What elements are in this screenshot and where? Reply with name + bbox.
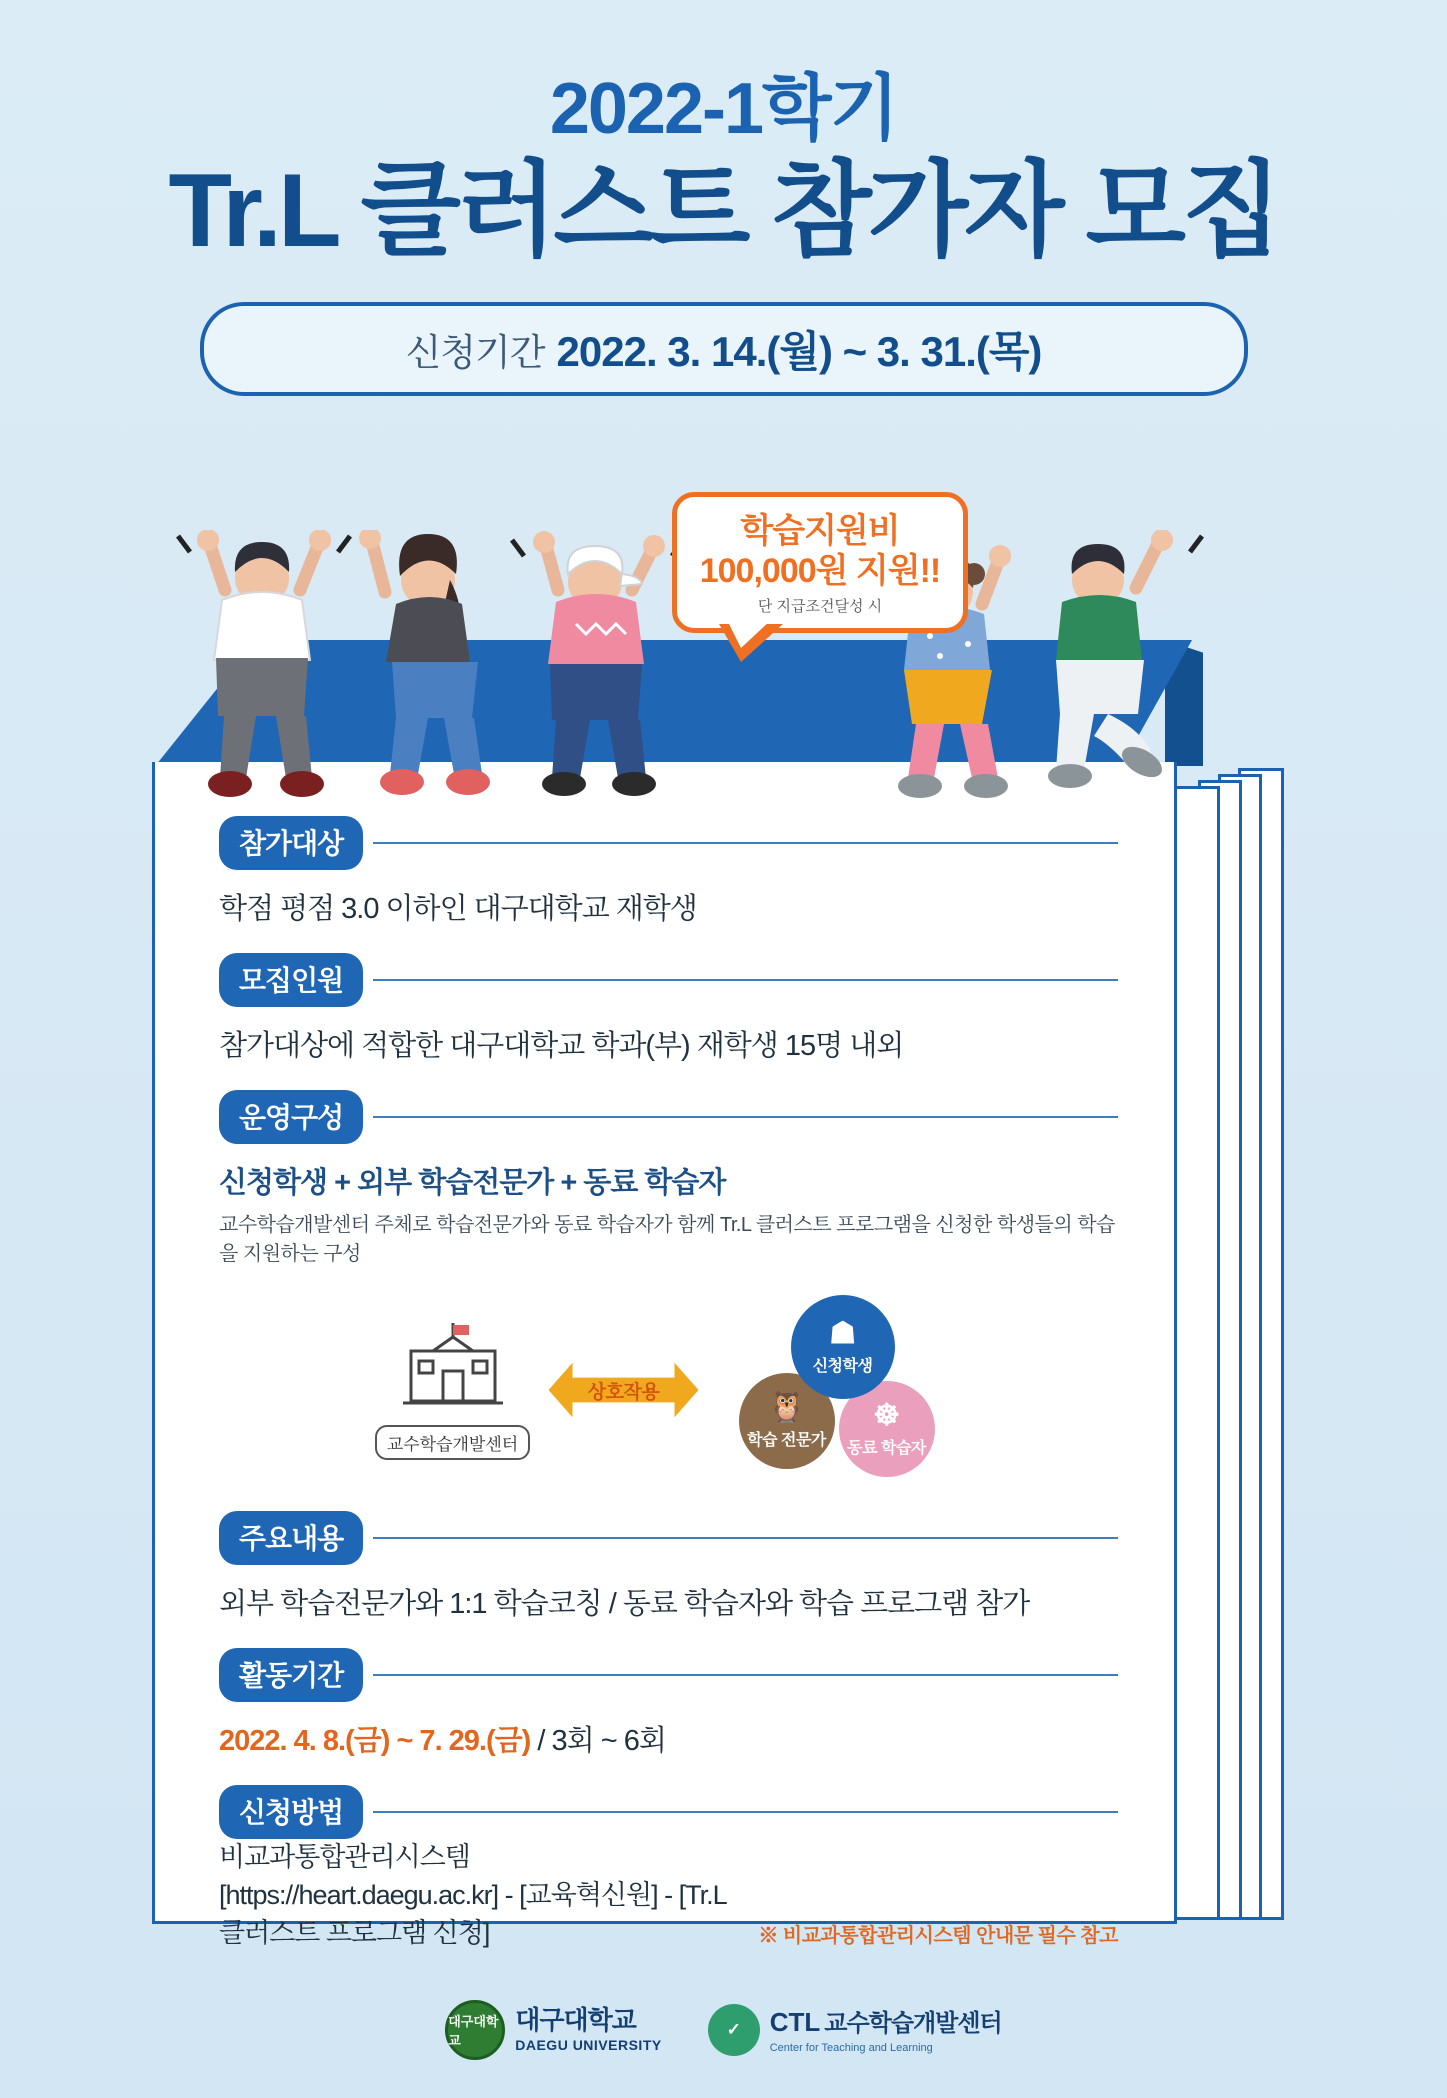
ctl-name-kr: 교수학습개발센터 (824, 2009, 1002, 2037)
poster-header (0, 0, 1447, 396)
university-name-en: DAEGU UNIVERSITY (515, 2037, 662, 2053)
school-building-icon (393, 1321, 513, 1417)
section-content-body: 외부 학습전문가와 1:1 학습코칭 / 동료 학습자와 학습 프로그램 참가 (219, 1588, 1030, 1620)
support-bubble-line2: 100,000원 지원!! (699, 552, 941, 591)
university-seal-icon: 대구대학교 (445, 2000, 505, 2060)
book-pages (140, 640, 1305, 1948)
support-bubble-line1: 학습지원비 (740, 512, 900, 550)
section-duration-tag: 활동기간 (219, 1648, 363, 1702)
section-quota-header (219, 953, 1118, 1007)
section-quota-body: 참가대상에 적합한 대구대학교 학과(부) 재학생 15명 내외 (219, 1030, 904, 1062)
section-divider (373, 1116, 1118, 1118)
semester-title: 2022-1학기 (549, 69, 898, 149)
support-bubble (672, 492, 968, 633)
role-node-peer-label: 동료 학습자 (847, 1439, 926, 1457)
section-structure (219, 1090, 1118, 1485)
ctl-name-en: Center for Teaching and Learning (769, 2041, 933, 2054)
section-structure-header (219, 1090, 1118, 1144)
section-structure-sub: 교수학습개발센터 주체로 학습전문가와 동료 학습자가 함께 Tr.L 클러스트 프로그램을 신청한 학생들의 학습을 지원하는 구성 (219, 1214, 1115, 1265)
university-logo (445, 2000, 661, 2060)
section-duration-count: / 3회 ~ 6회 (530, 1725, 666, 1757)
section-target-header (219, 816, 1118, 870)
page-title: Tr.L 클러스트 참가자 모집 (168, 152, 1279, 269)
interaction-arrow-label: 상호작용 (587, 1381, 660, 1403)
section-structure-tag: 운영구성 (219, 1090, 363, 1144)
center-node-label: 교수학습개발센터 (375, 1425, 530, 1460)
ctl-abbreviation: CTL (769, 2006, 821, 2037)
role-node-student (791, 1295, 895, 1399)
section-apply-header (219, 1785, 1118, 1839)
section-divider (373, 1537, 1118, 1539)
section-divider (373, 1811, 1118, 1813)
section-structure-body: 신청학생 + 외부 학습전문가 + 동료 학습자 (219, 1167, 726, 1199)
info-content (155, 762, 1174, 1978)
section-divider (373, 842, 1118, 844)
interaction-arrow (549, 1359, 699, 1421)
university-logo-text (515, 2007, 661, 2053)
section-apply-row (219, 1839, 1118, 1952)
ctl-badge-icon: ✓ (708, 2004, 760, 2056)
section-target-tag: 참가대상 (219, 816, 363, 870)
section-duration-body (219, 1718, 1118, 1759)
owl-icon: 🦉 (768, 1390, 805, 1424)
section-content-tag: 주요내용 (219, 1511, 363, 1565)
section-apply-tag: 신청방법 (219, 1785, 363, 1839)
role-node-expert-label: 학습 전문가 (747, 1431, 826, 1449)
section-target-body: 학점 평점 3.0 이하인 대구대학교 재학생 (219, 893, 697, 925)
student-icon: ☗ (829, 1316, 856, 1350)
application-period-badge (200, 302, 1248, 396)
section-divider (373, 1674, 1118, 1676)
section-apply (219, 1785, 1118, 1952)
section-quota (219, 953, 1118, 1064)
footer-logos (0, 2000, 1447, 2060)
section-target (219, 816, 1118, 927)
info-card (152, 762, 1177, 1948)
section-quota-tag: 모집인원 (219, 953, 363, 1007)
ctl-logo-text (770, 2007, 1002, 2054)
peer-icon: ☸ (873, 1398, 900, 1432)
ctl-logo (708, 2004, 1002, 2056)
page-back-1 (1170, 786, 1220, 1920)
section-content-header (219, 1511, 1118, 1565)
section-content (219, 1511, 1118, 1622)
section-duration-dates: 2022. 4. 8.(금) ~ 7. 29.(금) (219, 1725, 531, 1757)
section-apply-note: ※ 비교과통합관리시스템 안내문 필수 참고 (758, 1925, 1118, 1948)
period-label: 신청기간 (405, 331, 545, 373)
role-nodes (725, 1295, 955, 1485)
section-divider (373, 979, 1118, 981)
center-node (383, 1321, 523, 1460)
section-duration-header (219, 1648, 1118, 1702)
support-bubble-note: 단 지급조건달성 시 (757, 598, 883, 616)
section-duration (219, 1648, 1118, 1759)
period-value: 2022. 3. 14.(월) ~ 3. 31.(목) (556, 327, 1042, 375)
bubble-tail (719, 624, 783, 662)
role-node-student-label: 신청학생 (812, 1357, 873, 1375)
university-name-kr: 대구대학교 (515, 2005, 636, 2035)
structure-diagram (219, 1295, 1118, 1485)
section-apply-body: 비교과통합관리시스템[https://heart.daegu.ac.kr] - [교육혁신원] - [Tr.L 클러스트 프로그램 신청] (219, 1842, 726, 1948)
